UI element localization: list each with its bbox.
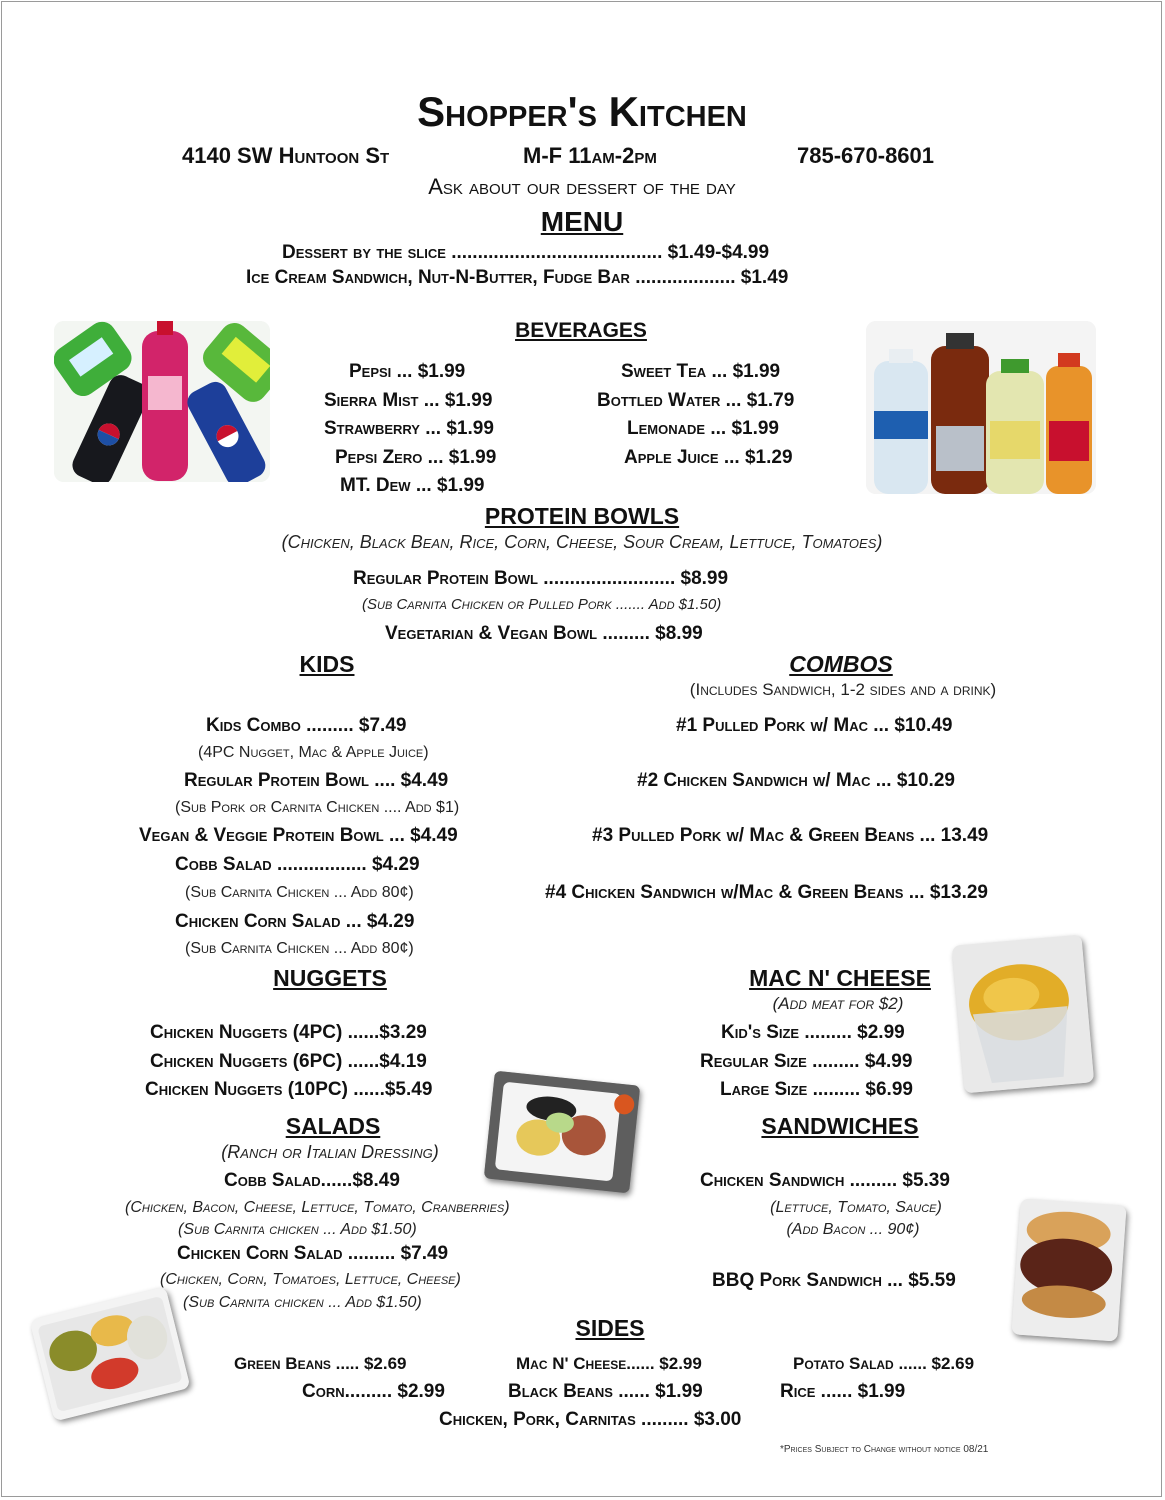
kids-corn-note: (Sub Carnita Chicken ... Add 80¢) bbox=[185, 940, 414, 957]
beverage-item: Sweet Tea ... $1.99 bbox=[621, 361, 781, 382]
beverage-item: Pepsi ... $1.99 bbox=[349, 361, 466, 382]
kids-protein-bowl: Regular Protein Bowl .... $4.49 bbox=[184, 770, 449, 791]
beverage-item: Lemonade ... $1.99 bbox=[627, 418, 779, 439]
kids-cobb-note: (Sub Carnita Chicken ... Add 80¢) bbox=[185, 884, 414, 901]
address: 4140 SW Huntoon St bbox=[182, 143, 390, 168]
kids-chicken-corn-salad: Chicken Corn Salad ... $4.29 bbox=[175, 911, 415, 932]
chicken-sandwich-note: (Lettuce, Tomato, Sauce) bbox=[770, 1199, 942, 1216]
nuggets-heading: NUGGETS bbox=[273, 965, 387, 991]
beverage-item: Bottled Water ... $1.79 bbox=[597, 390, 795, 411]
beverage-item: Apple Juice ... $1.29 bbox=[624, 447, 793, 468]
corn-salad-note: (Chicken, Corn, Tomatoes, Lettuce, Cheese) bbox=[160, 1271, 461, 1288]
ice-cream-items: Ice Cream Sandwich, Nut-N-Butter, Fudge Bar ................... $1.49 bbox=[246, 267, 789, 288]
combo-item: #4 Chicken Sandwich w/Mac & Green Beans ... $13.29 bbox=[545, 882, 988, 903]
nugget-item: Chicken Nuggets (6PC) ......$4.19 bbox=[150, 1051, 427, 1072]
protein-bowls-heading: PROTEIN BOWLS bbox=[484, 503, 680, 529]
menu-label: MENU bbox=[540, 206, 624, 237]
salad-plate-photo bbox=[484, 1071, 640, 1194]
beverage-item: Strawberry ... $1.99 bbox=[324, 418, 494, 439]
kids-vegan-bowl: Vegan & Veggie Protein Bowl ... $4.49 bbox=[139, 825, 458, 846]
dessert-note: Ask about our dessert of the day bbox=[428, 174, 736, 199]
kids-combo-note: (4PC Nugget, Mac & Apple Juice) bbox=[198, 744, 429, 761]
combos-heading: COMBOS bbox=[789, 651, 893, 677]
cobb-salad-sub: (Sub Carnita chicken ... Add $1.50) bbox=[178, 1221, 417, 1238]
protein-bowls-note: (Chicken, Black Bean, Rice, Corn, Cheese, Sour Cream, Lettuce, Tomatoes) bbox=[281, 532, 883, 552]
cobb-salad: Cobb Salad......$8.49 bbox=[224, 1170, 400, 1191]
regular-protein-bowl: Regular Protein Bowl ......................... $8.99 bbox=[353, 568, 729, 589]
side-item: Black Beans ...... $1.99 bbox=[508, 1381, 703, 1402]
mac-cheese-photo bbox=[952, 935, 1094, 1094]
kids-combo: Kids Combo ......... $7.49 bbox=[206, 715, 407, 736]
mac-heading: MAC N' CHEESE bbox=[749, 965, 931, 991]
mac-item: Large Size ......... $6.99 bbox=[720, 1079, 913, 1100]
beverages-heading: BEVERAGES bbox=[515, 319, 647, 342]
beverage-item: Sierra Mist ... $1.99 bbox=[324, 390, 493, 411]
kids-bowl-note: (Sub Pork or Carnita Chicken .... Add $1) bbox=[175, 799, 460, 816]
nugget-item: Chicken Nuggets (10PC) ......$5.49 bbox=[145, 1079, 433, 1100]
side-item: Chicken, Pork, Carnitas ......... $3.00 bbox=[439, 1409, 742, 1430]
salads-note: (Ranch or Italian Dressing) bbox=[221, 1142, 439, 1162]
combos-note: (Includes Sandwich, 1-2 sides and a drink) bbox=[689, 680, 997, 699]
chicken-sandwich: Chicken Sandwich ......... $5.39 bbox=[700, 1170, 950, 1191]
sides-heading: SIDES bbox=[575, 1315, 645, 1341]
beverage-item: MT. Dew ... $1.99 bbox=[340, 475, 485, 496]
combo-item: #1 Pulled Pork w/ Mac ... $10.49 bbox=[676, 715, 953, 736]
chicken-corn-salad: Chicken Corn Salad ......... $7.49 bbox=[177, 1243, 449, 1264]
soda-bottles-photo bbox=[54, 321, 270, 482]
mac-item: Kid's Size ......... $2.99 bbox=[721, 1022, 905, 1043]
side-item: Rice ...... $1.99 bbox=[780, 1381, 906, 1402]
mac-item: Regular Size ......... $4.99 bbox=[700, 1051, 913, 1072]
combo-item: #3 Pulled Pork w/ Mac & Green Beans ... 13.49 bbox=[592, 825, 989, 846]
phone: 785-670-8601 bbox=[797, 143, 935, 168]
combo-item: #2 Chicken Sandwich w/ Mac ... $10.29 bbox=[637, 770, 955, 791]
salads-heading: SALADS bbox=[285, 1113, 381, 1139]
bacon-note: (Add Bacon ... 90¢) bbox=[786, 1221, 920, 1238]
kids-cobb-salad: Cobb Salad ................. $4.29 bbox=[175, 854, 420, 875]
side-item: Green Beans ..... $2.69 bbox=[234, 1354, 407, 1373]
hours: M-F 11am-2pm bbox=[523, 143, 657, 168]
restaurant-title: Shopper's Kitchen bbox=[417, 88, 747, 135]
bbq-pork-sandwich: BBQ Pork Sandwich ... $5.59 bbox=[712, 1270, 956, 1291]
bottled-drinks-photo bbox=[866, 321, 1096, 494]
bbq-sandwich-photo bbox=[1011, 1198, 1126, 1341]
corn-salad-sub: (Sub Carnita chicken ... Add $1.50) bbox=[183, 1294, 422, 1311]
price-disclaimer: *Prices Subject to Change without notice 08/21 bbox=[780, 1444, 989, 1455]
vegetarian-bowl: Vegetarian & Vegan Bowl ......... $8.99 bbox=[385, 623, 703, 644]
dessert-slice: Dessert by the slice ........................................ $1.49-$4.99 bbox=[282, 242, 770, 263]
beverage-item: Pepsi Zero ... $1.99 bbox=[335, 447, 497, 468]
mac-note: (Add meat for $2) bbox=[772, 994, 904, 1013]
sandwiches-heading: SANDWICHES bbox=[761, 1113, 919, 1139]
side-item: Corn......... $2.99 bbox=[302, 1381, 445, 1402]
protein-bowl-sub-note: (Sub Carnita Chicken or Pulled Pork ....... Add $1.50) bbox=[362, 596, 722, 613]
cobb-salad-note: (Chicken, Bacon, Cheese, Lettuce, Tomato, Cranberries) bbox=[125, 1199, 510, 1216]
side-item: Mac N' Cheese...... $2.99 bbox=[516, 1354, 702, 1373]
side-item: Potato Salad ...... $2.69 bbox=[793, 1354, 975, 1373]
nugget-item: Chicken Nuggets (4PC) ......$3.29 bbox=[150, 1022, 427, 1043]
kids-heading: KIDS bbox=[299, 651, 355, 677]
